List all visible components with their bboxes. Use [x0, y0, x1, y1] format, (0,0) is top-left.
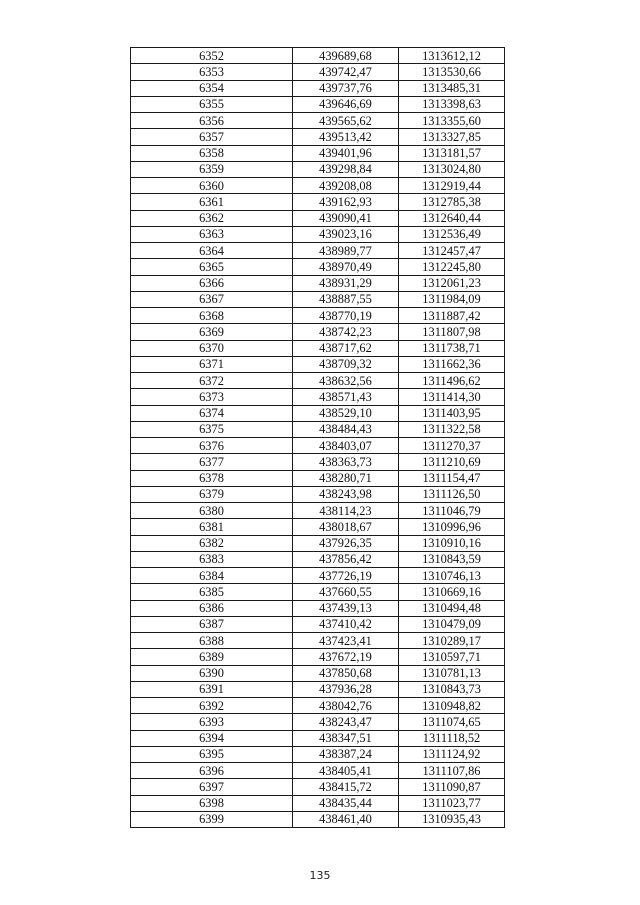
y-coordinate-cell: 1311126,50 [399, 486, 505, 502]
x-coordinate-cell: 438461,40 [293, 811, 399, 827]
x-coordinate-cell: 438403,07 [293, 438, 399, 454]
table-row [131, 568, 505, 584]
point-number-cell: 6358 [131, 145, 293, 161]
table-row [131, 113, 505, 129]
table-row [131, 145, 505, 161]
x-coordinate-cell: 439742,47 [293, 64, 399, 80]
table-row [131, 308, 505, 324]
point-number-cell: 6359 [131, 161, 293, 177]
x-coordinate-cell: 438529,10 [293, 405, 399, 421]
table-row [131, 48, 505, 64]
table-row [131, 226, 505, 242]
x-coordinate-cell: 439090,41 [293, 210, 399, 226]
point-number-cell: 6354 [131, 80, 293, 96]
point-number-cell: 6377 [131, 454, 293, 470]
point-number-cell: 6356 [131, 113, 293, 129]
x-coordinate-cell: 437672,19 [293, 649, 399, 665]
x-coordinate-cell: 437439,13 [293, 600, 399, 616]
y-coordinate-cell: 1311090,87 [399, 779, 505, 795]
table-row [131, 356, 505, 372]
y-coordinate-cell: 1311738,71 [399, 340, 505, 356]
table-row [131, 795, 505, 811]
point-number-cell: 6371 [131, 356, 293, 372]
table-row [131, 486, 505, 502]
table-row [131, 129, 505, 145]
point-number-cell: 6394 [131, 730, 293, 746]
x-coordinate-cell: 439023,16 [293, 226, 399, 242]
point-number-cell: 6396 [131, 763, 293, 779]
y-coordinate-cell: 1311322,58 [399, 421, 505, 437]
x-coordinate-cell: 438770,19 [293, 308, 399, 324]
table-row [131, 746, 505, 762]
y-coordinate-cell: 1313485,31 [399, 80, 505, 96]
point-number-cell: 6353 [131, 64, 293, 80]
x-coordinate-cell: 439162,93 [293, 194, 399, 210]
table-row [131, 340, 505, 356]
point-number-cell: 6361 [131, 194, 293, 210]
y-coordinate-cell: 1313530,66 [399, 64, 505, 80]
x-coordinate-cell: 438280,71 [293, 470, 399, 486]
y-coordinate-cell: 1310781,13 [399, 665, 505, 681]
y-coordinate-cell: 1311807,98 [399, 324, 505, 340]
x-coordinate-cell: 438742,23 [293, 324, 399, 340]
point-number-cell: 6398 [131, 795, 293, 811]
y-coordinate-cell: 1313612,12 [399, 48, 505, 64]
point-number-cell: 6360 [131, 178, 293, 194]
y-coordinate-cell: 1311074,65 [399, 714, 505, 730]
point-number-cell: 6365 [131, 259, 293, 275]
x-coordinate-cell: 438387,24 [293, 746, 399, 762]
x-coordinate-cell: 437936,28 [293, 681, 399, 697]
y-coordinate-cell: 1311046,79 [399, 503, 505, 519]
y-coordinate-cell: 1310948,82 [399, 698, 505, 714]
point-number-cell: 6352 [131, 48, 293, 64]
point-number-cell: 6375 [131, 421, 293, 437]
y-coordinate-cell: 1311414,30 [399, 389, 505, 405]
y-coordinate-cell: 1313355,60 [399, 113, 505, 129]
x-coordinate-cell: 438243,47 [293, 714, 399, 730]
point-number-cell: 6397 [131, 779, 293, 795]
y-coordinate-cell: 1312919,44 [399, 178, 505, 194]
y-coordinate-cell: 1311984,09 [399, 291, 505, 307]
table-row [131, 535, 505, 551]
y-coordinate-cell: 1311023,77 [399, 795, 505, 811]
table-row [131, 373, 505, 389]
point-number-cell: 6366 [131, 275, 293, 291]
x-coordinate-cell: 439298,84 [293, 161, 399, 177]
y-coordinate-cell: 1311154,47 [399, 470, 505, 486]
table-row [131, 275, 505, 291]
point-number-cell: 6374 [131, 405, 293, 421]
table-row [131, 259, 505, 275]
x-coordinate-cell: 438571,43 [293, 389, 399, 405]
y-coordinate-cell: 1311118,52 [399, 730, 505, 746]
table-row [131, 470, 505, 486]
table-row [131, 681, 505, 697]
y-coordinate-cell: 1312457,47 [399, 243, 505, 259]
y-coordinate-cell: 1313327,85 [399, 129, 505, 145]
x-coordinate-cell: 437926,35 [293, 535, 399, 551]
y-coordinate-cell: 1310494,48 [399, 600, 505, 616]
table-row [131, 600, 505, 616]
y-coordinate-cell: 1310669,16 [399, 584, 505, 600]
y-coordinate-cell: 1311124,92 [399, 746, 505, 762]
table-row [131, 779, 505, 795]
point-number-cell: 6370 [131, 340, 293, 356]
table-row [131, 551, 505, 567]
table-row [131, 291, 505, 307]
point-number-cell: 6368 [131, 308, 293, 324]
x-coordinate-cell: 437660,55 [293, 584, 399, 600]
x-coordinate-cell: 437726,19 [293, 568, 399, 584]
table-row [131, 763, 505, 779]
point-number-cell: 6388 [131, 633, 293, 649]
x-coordinate-cell: 438931,29 [293, 275, 399, 291]
table-row [131, 210, 505, 226]
x-coordinate-cell: 438632,56 [293, 373, 399, 389]
y-coordinate-cell: 1311210,69 [399, 454, 505, 470]
table-row [131, 503, 505, 519]
y-coordinate-cell: 1310479,09 [399, 616, 505, 632]
x-coordinate-cell: 437856,42 [293, 551, 399, 567]
table-row [131, 438, 505, 454]
table-row [131, 811, 505, 827]
table-row [131, 714, 505, 730]
y-coordinate-cell: 1311403,95 [399, 405, 505, 421]
table-row [131, 324, 505, 340]
point-number-cell: 6367 [131, 291, 293, 307]
x-coordinate-cell: 438435,44 [293, 795, 399, 811]
x-coordinate-cell: 438363,73 [293, 454, 399, 470]
point-number-cell: 6393 [131, 714, 293, 730]
y-coordinate-cell: 1312245,80 [399, 259, 505, 275]
point-number-cell: 6395 [131, 746, 293, 762]
y-coordinate-cell: 1312785,38 [399, 194, 505, 210]
y-coordinate-cell: 1312536,49 [399, 226, 505, 242]
x-coordinate-cell: 439646,69 [293, 96, 399, 112]
y-coordinate-cell: 1310597,71 [399, 649, 505, 665]
x-coordinate-cell: 438347,51 [293, 730, 399, 746]
y-coordinate-cell: 1313024,80 [399, 161, 505, 177]
point-number-cell: 6357 [131, 129, 293, 145]
point-number-cell: 6355 [131, 96, 293, 112]
table-row [131, 584, 505, 600]
x-coordinate-cell: 438018,67 [293, 519, 399, 535]
table-row [131, 665, 505, 681]
point-number-cell: 6363 [131, 226, 293, 242]
y-coordinate-cell: 1313398,63 [399, 96, 505, 112]
point-number-cell: 6378 [131, 470, 293, 486]
x-coordinate-cell: 437410,42 [293, 616, 399, 632]
x-coordinate-cell: 439689,68 [293, 48, 399, 64]
point-number-cell: 6387 [131, 616, 293, 632]
x-coordinate-cell: 437423,41 [293, 633, 399, 649]
table-row [131, 519, 505, 535]
x-coordinate-cell: 438415,72 [293, 779, 399, 795]
y-coordinate-cell: 1310843,59 [399, 551, 505, 567]
table-row [131, 178, 505, 194]
table-row [131, 96, 505, 112]
coordinates-table [130, 47, 505, 828]
point-number-cell: 6372 [131, 373, 293, 389]
point-number-cell: 6389 [131, 649, 293, 665]
y-coordinate-cell: 1312061,23 [399, 275, 505, 291]
point-number-cell: 6390 [131, 665, 293, 681]
point-number-cell: 6373 [131, 389, 293, 405]
table-row [131, 730, 505, 746]
y-coordinate-cell: 1310996,96 [399, 519, 505, 535]
y-coordinate-cell: 1310746,13 [399, 568, 505, 584]
x-coordinate-cell: 439401,96 [293, 145, 399, 161]
y-coordinate-cell: 1310910,16 [399, 535, 505, 551]
x-coordinate-cell: 439565,62 [293, 113, 399, 129]
x-coordinate-cell: 439208,08 [293, 178, 399, 194]
y-coordinate-cell: 1311496,62 [399, 373, 505, 389]
point-number-cell: 6362 [131, 210, 293, 226]
point-number-cell: 6364 [131, 243, 293, 259]
x-coordinate-cell: 438484,43 [293, 421, 399, 437]
y-coordinate-cell: 1311662,36 [399, 356, 505, 372]
table-row [131, 633, 505, 649]
table-row [131, 405, 505, 421]
y-coordinate-cell: 1313181,57 [399, 145, 505, 161]
y-coordinate-cell: 1311887,42 [399, 308, 505, 324]
point-number-cell: 6381 [131, 519, 293, 535]
table-row [131, 389, 505, 405]
table-row [131, 649, 505, 665]
point-number-cell: 6391 [131, 681, 293, 697]
point-number-cell: 6386 [131, 600, 293, 616]
table-row [131, 698, 505, 714]
table-row [131, 64, 505, 80]
table-row [131, 161, 505, 177]
x-coordinate-cell: 437850,68 [293, 665, 399, 681]
point-number-cell: 6380 [131, 503, 293, 519]
y-coordinate-cell: 1312640,44 [399, 210, 505, 226]
y-coordinate-cell: 1311107,86 [399, 763, 505, 779]
point-number-cell: 6376 [131, 438, 293, 454]
point-number-cell: 6385 [131, 584, 293, 600]
point-number-cell: 6392 [131, 698, 293, 714]
table-row [131, 243, 505, 259]
point-number-cell: 6382 [131, 535, 293, 551]
x-coordinate-cell: 438717,62 [293, 340, 399, 356]
table-row [131, 80, 505, 96]
table-row [131, 421, 505, 437]
x-coordinate-cell: 438989,77 [293, 243, 399, 259]
table-row [131, 616, 505, 632]
x-coordinate-cell: 438970,49 [293, 259, 399, 275]
y-coordinate-cell: 1310289,17 [399, 633, 505, 649]
x-coordinate-cell: 438243,98 [293, 486, 399, 502]
page-number: 135 [309, 869, 331, 882]
point-number-cell: 6383 [131, 551, 293, 567]
table-row [131, 194, 505, 210]
point-number-cell: 6379 [131, 486, 293, 502]
x-coordinate-cell: 439513,42 [293, 129, 399, 145]
point-number-cell: 6369 [131, 324, 293, 340]
coordinates-table-body [131, 48, 505, 828]
x-coordinate-cell: 438887,55 [293, 291, 399, 307]
point-number-cell: 6399 [131, 811, 293, 827]
y-coordinate-cell: 1310843,73 [399, 681, 505, 697]
x-coordinate-cell: 438709,32 [293, 356, 399, 372]
y-coordinate-cell: 1310935,43 [399, 811, 505, 827]
x-coordinate-cell: 438114,23 [293, 503, 399, 519]
y-coordinate-cell: 1311270,37 [399, 438, 505, 454]
x-coordinate-cell: 438042,76 [293, 698, 399, 714]
x-coordinate-cell: 439737,76 [293, 80, 399, 96]
point-number-cell: 6384 [131, 568, 293, 584]
x-coordinate-cell: 438405,41 [293, 763, 399, 779]
table-row [131, 454, 505, 470]
